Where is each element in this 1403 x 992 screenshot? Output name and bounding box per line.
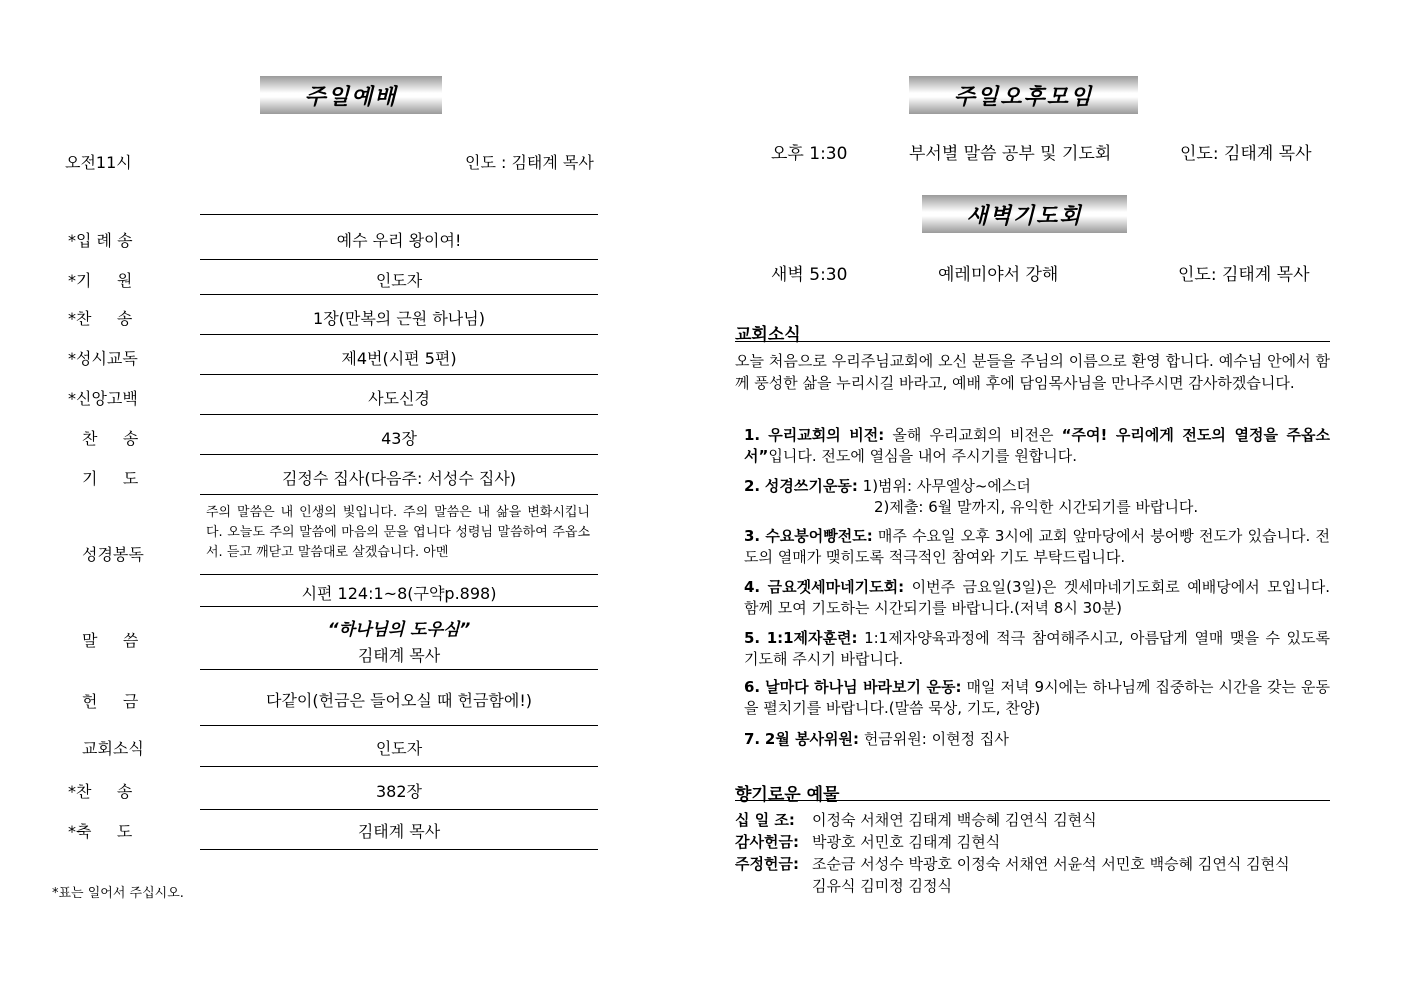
news-rule	[735, 341, 1330, 342]
table-rule	[200, 606, 598, 607]
row-label: *기 원	[68, 271, 133, 290]
row-label: 찬 송	[82, 429, 139, 448]
scripture-prayer: 주의 말씀은 내 인생의 빛입니다. 주의 말씀은 내 삶을 변화시킵니다. 오늘도 주의 말씀에 마음의 문을 엽니다 성령님 말씀하여 주옵소서. 듣고 깨닫고 말씀대로 살겠습니다. 아멘	[206, 505, 590, 560]
row-label: 교회소식	[82, 739, 144, 758]
news-item: 2. 성경쓰기운동: 1)범위: 사무엘상~에스더	[744, 477, 1031, 495]
row-value: 382장	[376, 782, 422, 801]
row-value: 인도자	[375, 271, 423, 290]
table-rule	[200, 294, 598, 295]
sermon-title: “하나님의 도우심”	[327, 620, 471, 640]
news-item-line: 2)제출: 6월 말까지, 유익한 시간되기를 바랍니다.	[874, 498, 1199, 516]
news-item: 3. 수요붕어빵전도: 매주 수요일 오후 3시에 교회 앞마당에서 붕어빵 전도가 있습니다. 전도의 열매가 맺히도록 적극적인 참여와 기도 부탁드립니다.	[744, 527, 1330, 566]
row-label: *입 례 송	[68, 231, 133, 250]
row-value: 제4번(시편 5편)	[341, 349, 457, 368]
table-rule	[200, 725, 598, 726]
row-value: 김정수 집사(다음주: 서성수 집사)	[281, 469, 517, 488]
news-item: 6. 날마다 하나님 바라보기 운동: 매일 저녁 9시에는 하나님께 집중하는 시간을 갖는 운동을 펼치기를 바랍니다.(말씀 묵상, 기도, 찬양)	[744, 678, 1330, 717]
table-rule	[200, 259, 598, 260]
dawn-banner: 새벽기도회	[922, 195, 1127, 233]
dawn-time: 새벽 5:30	[771, 265, 848, 285]
offering-names: 박광호 서민호 김태계 김현식	[812, 833, 1001, 851]
afternoon-banner: 주일오후모임	[909, 76, 1138, 114]
table-rule	[200, 849, 598, 850]
afternoon-desc: 부서별 말씀 공부 및 기도회	[909, 144, 1112, 164]
row-label: *축 도	[68, 822, 133, 841]
offering-names: 이정숙 서채연 김태계 백승혜 김연식 김현식	[812, 811, 1097, 829]
sermon-preacher: 김태계 목사	[357, 646, 441, 665]
row-label: 기 도	[82, 469, 139, 488]
offering-label: 감사헌금:	[735, 833, 799, 851]
row-label: *찬 송	[68, 782, 133, 801]
table-rule	[200, 809, 598, 810]
news-item: 1. 우리교회의 비전: 올해 우리교회의 비전은 “주여! 우리에게 전도의 열정을 주옵소서”입니다. 전도에 열심을 내어 주시기를 원합니다.	[744, 426, 1330, 465]
table-rule	[200, 374, 598, 375]
offering-title: 향기로운 예물	[735, 785, 840, 805]
table-rule	[200, 414, 598, 415]
row-label: 성경봉독	[82, 545, 144, 564]
news-intro: 오늘 처음으로 우리주님교회에 오신 분들을 주님의 이름으로 환영 합니다. 예수님 안에서 함께 풍성한 삶을 누리시길 바라고, 예배 후에 담임목사님을 만나주시면 감사하겠습니다.	[735, 352, 1330, 392]
row-value: 인도자	[375, 739, 423, 758]
offering-names: 김유식 김미정 김정식	[812, 877, 952, 895]
table-rule	[200, 454, 598, 455]
table-rule	[200, 494, 598, 495]
afternoon-time: 오후 1:30	[771, 144, 848, 164]
row-value: 43장	[381, 429, 417, 448]
worship-time: 오전11시	[65, 153, 132, 172]
offering-rule	[735, 800, 1330, 801]
news-item: 5. 1:1제자훈련: 1:1제자양육과정에 적극 참여해주시고, 아름답게 열매 맺을 수 있도록 기도해 주시기 바랍니다.	[744, 629, 1330, 668]
table-rule	[200, 334, 598, 335]
row-label: *신앙고백	[68, 389, 138, 408]
offering-label: 십 일 조:	[735, 811, 795, 829]
afternoon-leader: 인도: 김태계 목사	[1180, 144, 1312, 164]
table-rule	[200, 214, 598, 215]
row-value: 다같이(헌금은 들어오실 때 헌금함에!)	[266, 691, 532, 710]
row-value: 예수 우리 왕이여!	[336, 231, 462, 250]
standing-footnote: *표는 일어서 주십시오.	[52, 886, 184, 901]
table-rule	[200, 669, 598, 670]
offering-label: 주정헌금:	[735, 855, 799, 873]
worship-banner: 주일예배	[260, 76, 442, 114]
dawn-desc: 예레미야서 강해	[938, 265, 1059, 285]
news-item: 4. 금요겟세마네기도회: 이번주 금요일(3일)은 겟세마네기도회로 예배당에서 모입니다. 함께 모여 기도하는 시간되기를 바랍니다.(저녁 8시 30분)	[744, 578, 1330, 617]
row-label: 말 씀	[82, 631, 139, 650]
worship-leader: 인도 : 김태계 목사	[465, 153, 594, 172]
row-value: 사도신경	[368, 389, 430, 408]
news-item: 7. 2월 봉사위원: 헌금위원: 이현정 집사	[744, 730, 1009, 748]
scripture-reference: 시편 124:1~8(구약p.898)	[301, 584, 497, 603]
row-label: 헌 금	[82, 692, 139, 711]
table-rule	[200, 574, 598, 575]
offering-names: 조순금 서성수 박광호 이정숙 서채연 서윤석 서민호 백승혜 김연식 김현식	[812, 855, 1290, 873]
row-value: 1장(만복의 근원 하나님)	[313, 309, 485, 328]
dawn-leader: 인도: 김태계 목사	[1178, 265, 1310, 285]
row-label: *성시교독	[68, 349, 138, 368]
news-title: 교회소식	[735, 325, 801, 345]
row-value: 김태계 목사	[357, 822, 441, 841]
table-rule	[200, 766, 598, 767]
row-label: *찬 송	[68, 309, 133, 328]
